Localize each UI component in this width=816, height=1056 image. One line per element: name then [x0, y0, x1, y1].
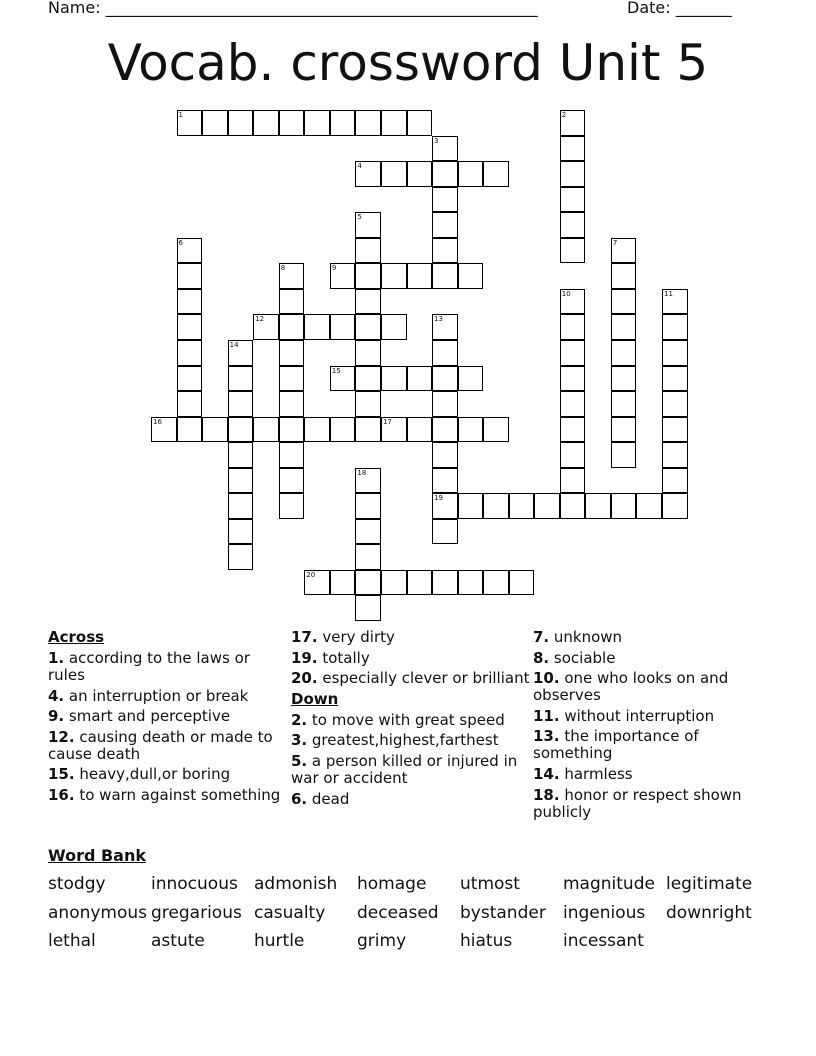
clue-num: 16.: [48, 785, 75, 804]
grid-cell[interactable]: [432, 493, 458, 519]
word-bank-item: downright: [666, 903, 752, 923]
grid-cell[interactable]: [355, 340, 381, 366]
clue: 9. smart and perceptive: [48, 707, 231, 726]
clue-num: 2.: [291, 710, 308, 729]
grid-cell[interactable]: [662, 442, 688, 468]
clue-heading: Down: [291, 689, 339, 708]
grid-cell[interactable]: [432, 212, 458, 238]
grid-cell[interactable]: [560, 136, 586, 162]
clue-number: 20: [306, 570, 316, 579]
grid-cell[interactable]: [355, 519, 381, 545]
clue-num: 18.: [533, 785, 560, 804]
grid-cell[interactable]: [381, 314, 407, 340]
clue: 4. an interruption or break: [48, 686, 249, 705]
clue-num: 5.: [291, 751, 308, 770]
clue-num: 3.: [291, 731, 308, 750]
clue-number: 8: [280, 264, 286, 273]
grid-cell[interactable]: [611, 493, 637, 519]
word-bank-item: lethal: [48, 931, 96, 951]
clue-number: 2: [561, 111, 567, 119]
grid-cell[interactable]: [177, 110, 203, 136]
grid-cell[interactable]: [432, 366, 458, 392]
grid-cell[interactable]: [228, 366, 254, 392]
grid-cell[interactable]: [407, 161, 433, 187]
clues-column-2: [291, 629, 531, 811]
grid-cell[interactable]: [355, 289, 381, 315]
grid-cell[interactable]: [560, 493, 586, 519]
clue-num: 10.: [533, 669, 560, 688]
grid-cell[interactable]: [432, 314, 458, 340]
grid-cell[interactable]: [560, 391, 586, 417]
grid-cell[interactable]: [560, 110, 586, 136]
grid-cell[interactable]: [407, 263, 433, 289]
grid-cell[interactable]: [458, 570, 484, 596]
grid-cell[interactable]: [355, 417, 381, 443]
grid-cell[interactable]: [279, 442, 305, 468]
clue-num: 14.: [533, 764, 560, 783]
grid-cell[interactable]: [355, 366, 381, 392]
grid-cell[interactable]: [611, 391, 637, 417]
grid-cell[interactable]: [330, 110, 356, 136]
grid-cell[interactable]: [330, 366, 356, 392]
grid-cell[interactable]: [381, 110, 407, 136]
grid-cell[interactable]: [483, 493, 509, 519]
clue: 3. greatest,highest,farthest: [291, 731, 499, 750]
word-bank-item: homage: [357, 874, 427, 894]
grid-cell[interactable]: [381, 263, 407, 289]
grid-cell[interactable]: [355, 391, 381, 417]
grid-cell[interactable]: [432, 238, 458, 264]
clue-num: 6.: [291, 789, 308, 808]
clue-num: 19.: [291, 648, 318, 667]
grid-cell[interactable]: [432, 187, 458, 213]
clue-number: 16: [153, 417, 162, 426]
clue-num: 1.: [48, 649, 65, 667]
clue: 6. dead: [291, 789, 350, 808]
grid-cell[interactable]: [560, 314, 586, 340]
grid-cell[interactable]: [432, 263, 458, 289]
grid-cell[interactable]: [330, 417, 356, 443]
grid-cell[interactable]: [458, 263, 484, 289]
word-bank-item: legitimate: [666, 874, 753, 894]
clue-number: 18: [357, 468, 367, 477]
clue-number: 14: [229, 340, 239, 349]
grid-cell[interactable]: [228, 519, 254, 545]
grid-cell[interactable]: [253, 110, 279, 136]
clue: 10. one who looks on and observes: [533, 669, 729, 705]
date-field-label: Date: _______: [627, 0, 732, 17]
clue: 19. totally: [291, 648, 370, 667]
clue: 8. sociable: [533, 648, 616, 667]
grid-cell[interactable]: [177, 366, 203, 392]
word-bank-item: grimy: [357, 931, 407, 951]
clue-number: 19: [434, 494, 443, 503]
grid-cell[interactable]: [177, 391, 203, 417]
grid-cell[interactable]: [330, 570, 356, 596]
clue-num: 7.: [533, 628, 550, 646]
grid-cell[interactable]: [279, 493, 305, 519]
grid-cell[interactable]: [432, 340, 458, 366]
grid-cell[interactable]: [662, 366, 688, 392]
grid-cell[interactable]: [202, 110, 228, 136]
clue-num: 9.: [48, 707, 65, 726]
word-bank-item: bystander: [460, 903, 546, 923]
grid-cell[interactable]: [279, 340, 305, 366]
clues-column-3: [533, 629, 773, 824]
grid-cell[interactable]: [202, 417, 228, 443]
grid-cell[interactable]: [509, 570, 535, 596]
grid-cell[interactable]: [253, 417, 279, 443]
grid-cell[interactable]: [177, 263, 203, 289]
grid-cell[interactable]: [177, 417, 203, 443]
grid-cell[interactable]: [381, 417, 407, 443]
grid-cell[interactable]: [407, 366, 433, 392]
grid-cell[interactable]: [611, 314, 637, 340]
grid-cell[interactable]: [611, 340, 637, 366]
grid-cell[interactable]: [611, 289, 637, 315]
grid-cell[interactable]: [330, 263, 356, 289]
grid-cell[interactable]: [228, 340, 254, 366]
grid-cell[interactable]: [177, 340, 203, 366]
grid-cell[interactable]: [432, 570, 458, 596]
grid-cell[interactable]: [560, 212, 586, 238]
clue-number: 3: [434, 136, 439, 145]
grid-cell[interactable]: [279, 110, 305, 136]
grid-cell[interactable]: [560, 289, 586, 315]
grid-cell[interactable]: [381, 161, 407, 187]
clue: 20. especially clever or brilliant: [291, 669, 530, 688]
clue: 14. harmless: [533, 764, 633, 783]
grid-cell[interactable]: [432, 161, 458, 187]
clue: 12. causing death or made to cause death: [48, 727, 273, 763]
grid-cell[interactable]: [432, 417, 458, 443]
grid-cell[interactable]: [228, 110, 254, 136]
clue: 1. according to the laws or rules: [48, 649, 250, 684]
grid-cell[interactable]: [279, 417, 305, 443]
clue-num: 15.: [48, 765, 75, 784]
grid-cell[interactable]: [662, 314, 688, 340]
word-bank-item: utmost: [460, 874, 520, 894]
word-bank-item: anonymous: [48, 903, 148, 923]
word-bank-item: hurtle: [254, 931, 305, 951]
grid-cell[interactable]: [662, 417, 688, 443]
grid-cell[interactable]: [355, 314, 381, 340]
grid-cell[interactable]: [279, 391, 305, 417]
grid-cell[interactable]: [355, 110, 381, 136]
grid-cell[interactable]: [611, 417, 637, 443]
grid-cell[interactable]: [560, 442, 586, 468]
clue-number: 4: [357, 162, 362, 171]
grid-cell[interactable]: [304, 110, 330, 136]
clue-num: 12.: [48, 727, 75, 746]
grid-cell[interactable]: [560, 366, 586, 392]
grid-cell[interactable]: [662, 493, 688, 519]
clue: 13. the importance of something: [533, 727, 699, 763]
clue-number: 17: [382, 417, 392, 426]
grid-cell[interactable]: [279, 314, 305, 340]
grid-cell[interactable]: [407, 570, 433, 596]
clue-num: 20.: [291, 669, 318, 688]
grid-cell[interactable]: [304, 417, 330, 443]
grid-cell[interactable]: [458, 417, 484, 443]
grid-cell[interactable]: [611, 442, 637, 468]
word-bank-item: incessant: [563, 931, 644, 951]
word-bank-item: casualty: [254, 903, 326, 923]
grid-cell[interactable]: [355, 212, 381, 238]
grid-cell[interactable]: [228, 468, 254, 494]
grid-cell[interactable]: [662, 289, 688, 315]
grid-cell[interactable]: [355, 468, 381, 494]
grid-cell[interactable]: [483, 570, 509, 596]
grid-cell[interactable]: [432, 468, 458, 494]
page-title: Vocab. crossword Unit 5: [107, 34, 709, 92]
grid-cell[interactable]: [509, 493, 535, 519]
clues-column-1: [48, 629, 288, 808]
grid-cell[interactable]: [253, 314, 279, 340]
grid-cell[interactable]: [611, 366, 637, 392]
grid-cell[interactable]: [304, 314, 330, 340]
grid-cell[interactable]: [355, 544, 381, 570]
word-bank-item: innocuous: [151, 874, 238, 894]
word-bank-item: magnitude: [563, 874, 655, 894]
name-field-label: Name: ______________________________________________________: [48, 0, 538, 17]
grid-cell[interactable]: [355, 595, 381, 621]
grid-cell[interactable]: [228, 391, 254, 417]
clue: 18. honor or respect shown publicly: [533, 785, 742, 821]
grid-cell[interactable]: [534, 493, 560, 519]
grid-cell[interactable]: [458, 493, 484, 519]
word-bank-item: hiatus: [460, 931, 513, 951]
clue: 11. without interruption: [533, 706, 715, 725]
clue-number: 13: [434, 315, 443, 324]
clue-num: 13.: [533, 727, 560, 746]
grid-cell[interactable]: [177, 289, 203, 315]
grid-cell[interactable]: [355, 263, 381, 289]
grid-cell[interactable]: [432, 391, 458, 417]
grid-cell[interactable]: [560, 161, 586, 187]
clue-number: 9: [331, 264, 337, 273]
clue-num: 11.: [533, 706, 560, 725]
word-bank-item: astute: [151, 931, 205, 951]
grid-cell[interactable]: [585, 493, 611, 519]
grid-cell[interactable]: [560, 238, 586, 264]
grid-cell[interactable]: [636, 493, 662, 519]
grid-cell[interactable]: [355, 161, 381, 187]
grid-cell[interactable]: [662, 391, 688, 417]
clue-number: 10: [561, 289, 571, 298]
grid-cell[interactable]: [177, 314, 203, 340]
clue-heading: Across: [48, 628, 105, 646]
grid-cell[interactable]: [228, 493, 254, 519]
grid-cell[interactable]: [381, 366, 407, 392]
grid-cell[interactable]: [177, 238, 203, 264]
clue: 17. very dirty: [291, 628, 395, 646]
grid-cell[interactable]: [432, 442, 458, 468]
grid-cell[interactable]: [432, 519, 458, 545]
clue-number: 15: [331, 366, 341, 375]
clue-number: 12: [255, 315, 265, 324]
clue-number: 7: [612, 238, 618, 247]
grid-cell[interactable]: [151, 417, 177, 443]
grid-cell[interactable]: [279, 366, 305, 392]
clue: 5. a person killed or injured in war or accident: [291, 751, 518, 787]
clue-num: 17.: [291, 628, 318, 646]
grid-cell[interactable]: [330, 314, 356, 340]
grid-cell[interactable]: [662, 468, 688, 494]
grid-cell[interactable]: [560, 340, 586, 366]
clue-number: 6: [178, 238, 184, 247]
word-bank-item: gregarious: [151, 903, 242, 923]
grid-cell[interactable]: [407, 110, 433, 136]
grid-cell[interactable]: [432, 136, 458, 162]
word-bank-heading: Word Bank: [48, 846, 147, 865]
grid-cell[interactable]: [279, 263, 305, 289]
grid-cell[interactable]: [355, 493, 381, 519]
grid-cell[interactable]: [381, 570, 407, 596]
grid-cell[interactable]: [279, 468, 305, 494]
word-bank-item: admonish: [254, 874, 338, 894]
clue-num: 8.: [533, 648, 550, 667]
grid-cell[interactable]: [304, 570, 330, 596]
clue: 7. unknown: [533, 628, 623, 646]
clue: 16. to warn against something: [48, 785, 281, 804]
grid-cell[interactable]: [611, 238, 637, 264]
grid-cell[interactable]: [228, 544, 254, 570]
clue-number: 1: [178, 111, 184, 119]
clue-number: 11: [664, 289, 673, 298]
grid-cell[interactable]: [458, 161, 484, 187]
grid-cell[interactable]: [483, 417, 509, 443]
clue: 2. to move with great speed: [291, 710, 505, 729]
grid-cell[interactable]: [279, 289, 305, 315]
grid-cell[interactable]: [560, 417, 586, 443]
grid-cell[interactable]: [560, 468, 586, 494]
grid-cell[interactable]: [228, 442, 254, 468]
word-bank-item: stodgy: [48, 874, 106, 894]
grid-cell[interactable]: [228, 417, 254, 443]
grid-cell[interactable]: [407, 417, 433, 443]
grid-cell[interactable]: [611, 263, 637, 289]
grid-cell[interactable]: [355, 238, 381, 264]
word-bank-item: deceased: [357, 903, 439, 923]
grid-cell[interactable]: [458, 366, 484, 392]
clue-num: 4.: [48, 686, 65, 705]
grid-cell[interactable]: [355, 570, 381, 596]
grid-cell[interactable]: [483, 161, 509, 187]
grid-cell[interactable]: [560, 187, 586, 213]
grid-cell[interactable]: [662, 340, 688, 366]
word-bank-item: ingenious: [563, 903, 646, 923]
clue: 15. heavy,dull,or boring: [48, 765, 231, 784]
clue-number: 5: [357, 213, 362, 222]
